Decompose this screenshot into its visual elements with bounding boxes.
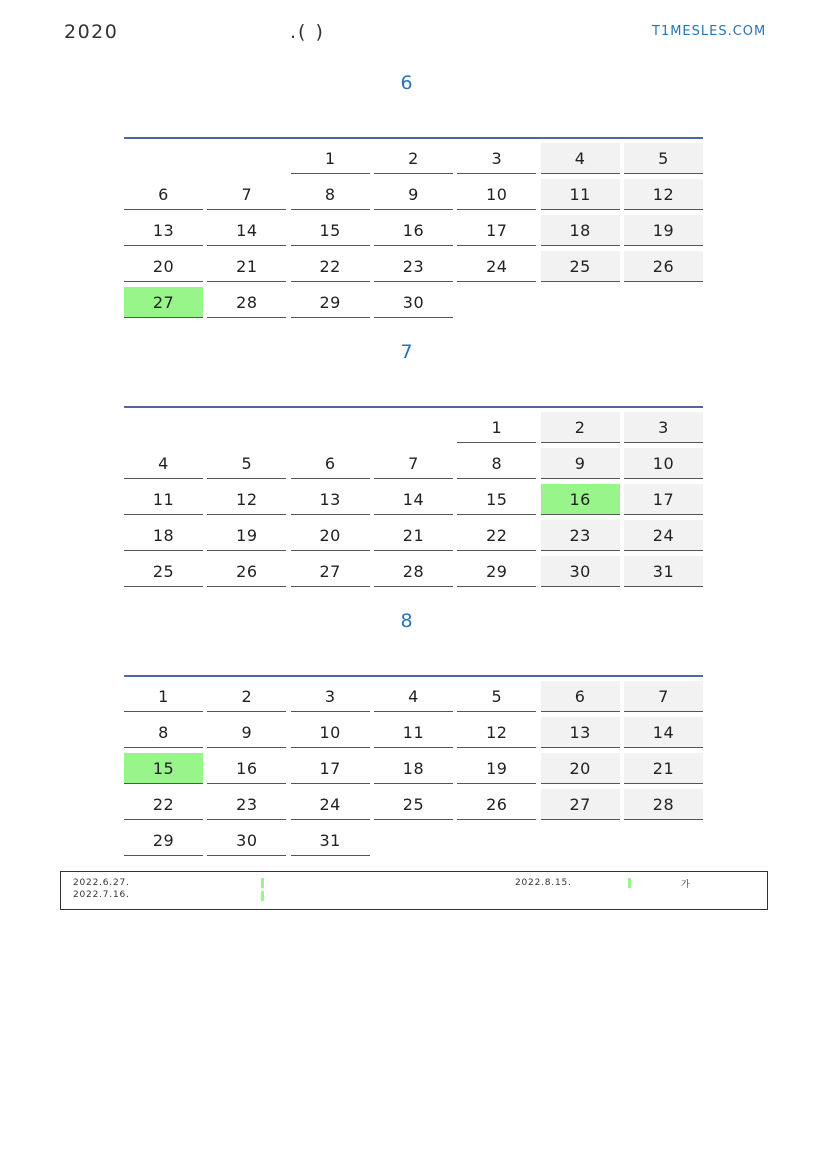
day-cell: 17 <box>624 484 703 515</box>
day-cell: 29 <box>457 556 536 587</box>
day-cell: 11 <box>374 717 453 748</box>
day-cell: 7 <box>624 681 703 712</box>
day-cell: 1 <box>457 412 536 443</box>
empty-cell <box>457 825 536 856</box>
day-cell: 3 <box>624 412 703 443</box>
holiday-legend <box>60 871 768 910</box>
day-cell: 20 <box>291 520 370 551</box>
month-title-august: 8 <box>400 610 413 632</box>
day-cell: 11 <box>124 484 203 515</box>
day-cell: 17 <box>291 753 370 784</box>
legend-note: 가 <box>681 880 691 890</box>
day-cell: 1 <box>124 681 203 712</box>
day-cell: 16 <box>207 753 286 784</box>
month-title-july: 7 <box>400 341 413 363</box>
empty-cell <box>207 143 286 174</box>
day-cell: 25 <box>124 556 203 587</box>
day-cell: 29 <box>291 287 370 318</box>
legend-date-august: 2022.8.15. <box>515 878 572 888</box>
day-cell: 4 <box>541 143 620 174</box>
day-cell: 9 <box>207 717 286 748</box>
day-cell: 31 <box>291 825 370 856</box>
legend-date-july: 2022.7.16. <box>73 890 130 900</box>
day-cell: 12 <box>624 179 703 210</box>
month-title-june: 6 <box>400 72 413 94</box>
day-cell: 14 <box>207 215 286 246</box>
empty-cell <box>541 287 620 318</box>
day-cell: 5 <box>207 448 286 479</box>
day-cell: 12 <box>457 717 536 748</box>
day-cell: 12 <box>207 484 286 515</box>
calendar-top-rule <box>124 406 703 408</box>
day-cell: 27 <box>291 556 370 587</box>
day-cell: 5 <box>457 681 536 712</box>
day-cell: 19 <box>207 520 286 551</box>
day-cell: 21 <box>374 520 453 551</box>
empty-cell <box>124 412 203 443</box>
year: 2020 <box>64 21 119 43</box>
day-cell: 1 <box>291 143 370 174</box>
day-cell: 15 <box>457 484 536 515</box>
day-cell: 18 <box>374 753 453 784</box>
calendar-top-rule <box>124 137 703 139</box>
day-cell: 25 <box>374 789 453 820</box>
empty-cell <box>124 143 203 174</box>
day-cell: 21 <box>624 753 703 784</box>
day-cell: 7 <box>374 448 453 479</box>
empty-cell <box>624 287 703 318</box>
day-cell: 26 <box>207 556 286 587</box>
day-cell: 18 <box>541 215 620 246</box>
empty-cell <box>291 412 370 443</box>
day-cell: 24 <box>457 251 536 282</box>
day-cell: 23 <box>541 520 620 551</box>
day-cell: 3 <box>457 143 536 174</box>
day-cell: 23 <box>374 251 453 282</box>
day-cell: 2 <box>541 412 620 443</box>
day-cell: 28 <box>374 556 453 587</box>
day-cell: 10 <box>624 448 703 479</box>
day-cell: 6 <box>124 179 203 210</box>
day-cell: 10 <box>291 717 370 748</box>
day-cell: 11 <box>541 179 620 210</box>
day-cell: 29 <box>124 825 203 856</box>
day-cell: 19 <box>624 215 703 246</box>
empty-cell <box>541 825 620 856</box>
day-cell: 2 <box>374 143 453 174</box>
day-cell: 27 <box>124 287 203 318</box>
day-cell: 2 <box>207 681 286 712</box>
day-cell: 6 <box>291 448 370 479</box>
calendar-top-rule <box>124 675 703 677</box>
day-cell: 13 <box>291 484 370 515</box>
day-cell: 22 <box>124 789 203 820</box>
day-cell: 27 <box>541 789 620 820</box>
day-cell: 16 <box>374 215 453 246</box>
day-cell: 28 <box>207 287 286 318</box>
day-cell: 20 <box>124 251 203 282</box>
day-cell: 6 <box>541 681 620 712</box>
day-cell: 31 <box>624 556 703 587</box>
calendar-grid <box>124 412 703 587</box>
empty-cell <box>207 412 286 443</box>
empty-cell <box>624 825 703 856</box>
day-cell: 8 <box>124 717 203 748</box>
day-cell: 23 <box>207 789 286 820</box>
day-cell: 14 <box>624 717 703 748</box>
day-cell: 22 <box>457 520 536 551</box>
day-cell: 16 <box>541 484 620 515</box>
day-cell: 5 <box>624 143 703 174</box>
empty-cell <box>374 412 453 443</box>
legend-marker-3 <box>628 878 631 888</box>
day-cell: 20 <box>541 753 620 784</box>
day-cell: 19 <box>457 753 536 784</box>
day-cell: 15 <box>291 215 370 246</box>
day-cell: 28 <box>624 789 703 820</box>
day-cell: 14 <box>374 484 453 515</box>
day-cell: 13 <box>124 215 203 246</box>
day-cell: 3 <box>291 681 370 712</box>
day-cell: 4 <box>374 681 453 712</box>
day-cell: 9 <box>374 179 453 210</box>
day-cell: 8 <box>457 448 536 479</box>
day-cell: 30 <box>374 287 453 318</box>
day-cell: 24 <box>624 520 703 551</box>
day-cell: 30 <box>207 825 286 856</box>
calendar-grid <box>124 143 703 318</box>
day-cell: 9 <box>541 448 620 479</box>
day-cell: 30 <box>541 556 620 587</box>
day-cell: 7 <box>207 179 286 210</box>
legend-marker-2 <box>261 891 264 901</box>
day-cell: 26 <box>457 789 536 820</box>
day-cell: 21 <box>207 251 286 282</box>
day-cell: 18 <box>124 520 203 551</box>
calendar-grid <box>124 681 703 856</box>
title-parentheses: .( ) <box>290 21 325 43</box>
empty-cell <box>374 825 453 856</box>
day-cell: 24 <box>291 789 370 820</box>
day-cell: 26 <box>624 251 703 282</box>
day-cell: 8 <box>291 179 370 210</box>
day-cell: 25 <box>541 251 620 282</box>
day-cell: 22 <box>291 251 370 282</box>
day-cell: 10 <box>457 179 536 210</box>
legend-marker-1 <box>261 878 264 888</box>
day-cell: 17 <box>457 215 536 246</box>
brand-link[interactable]: T1MESLES.COM <box>652 24 767 39</box>
day-cell: 13 <box>541 717 620 748</box>
day-cell: 15 <box>124 753 203 784</box>
day-cell: 4 <box>124 448 203 479</box>
empty-cell <box>457 287 536 318</box>
legend-date-june: 2022.6.27. <box>73 878 130 888</box>
